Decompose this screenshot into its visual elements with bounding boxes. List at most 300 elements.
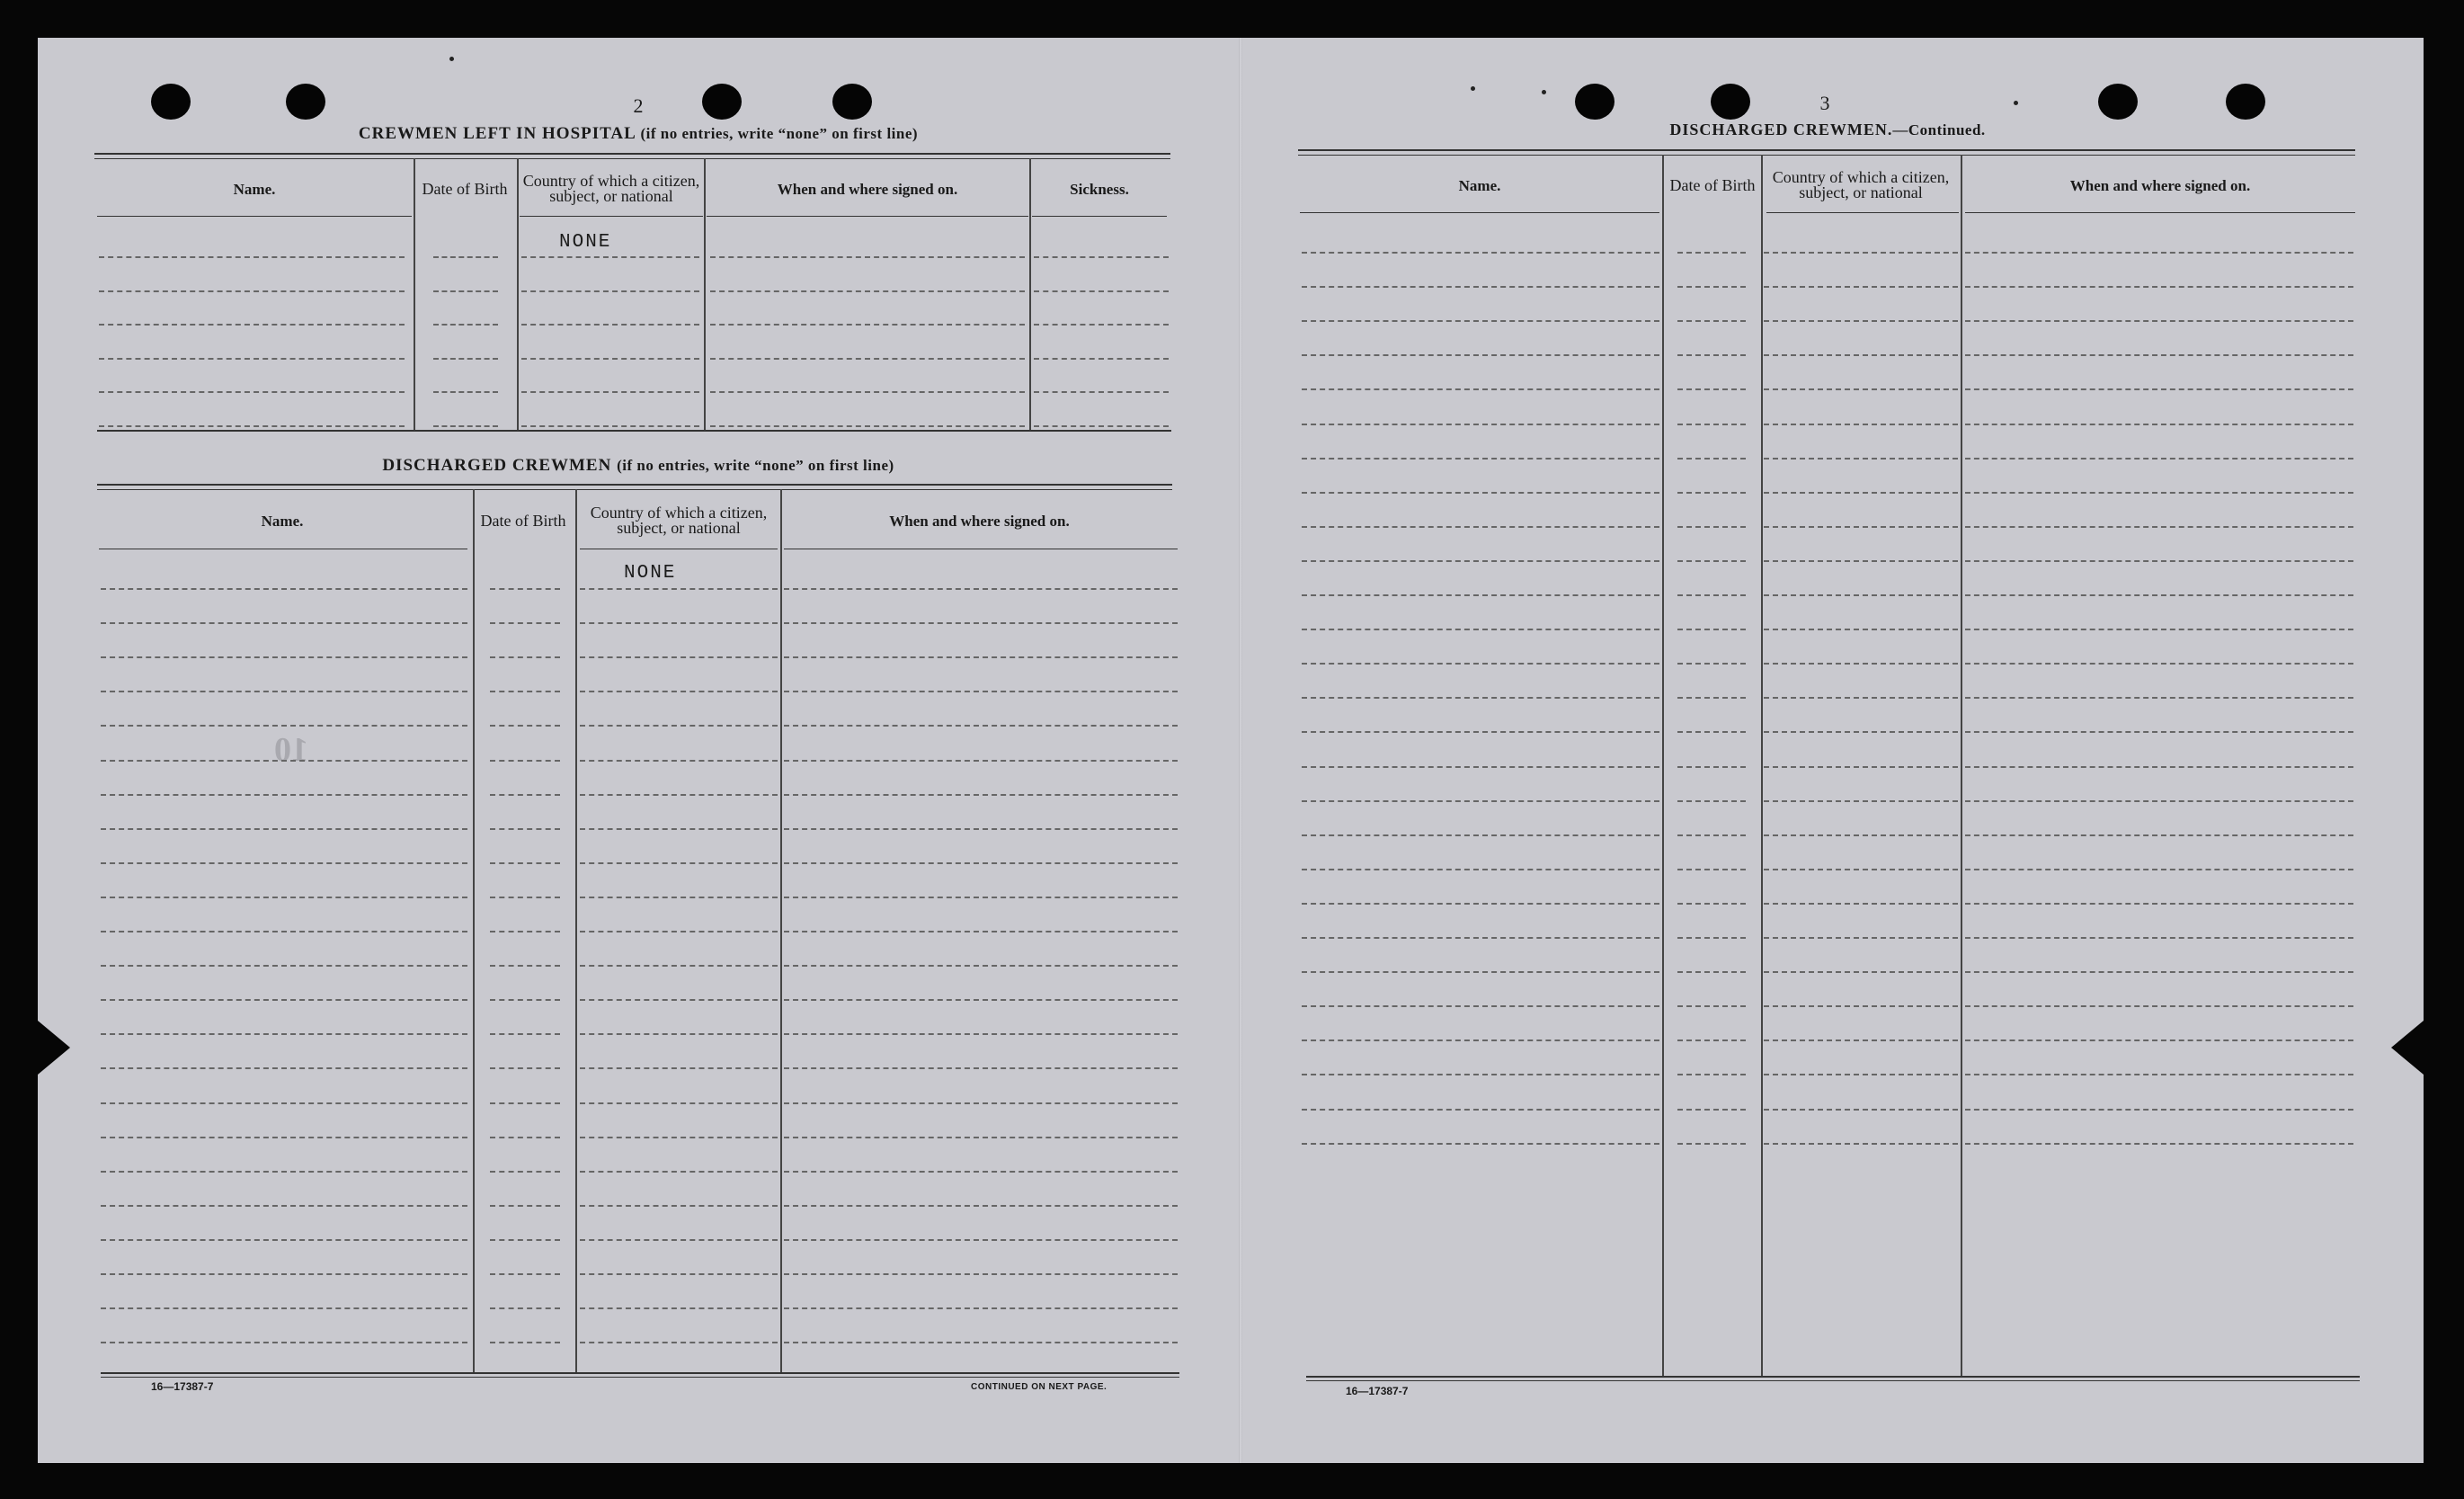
ruled-line: [784, 931, 1178, 932]
discharged-continued-title: [1302, 120, 2353, 139]
ruled-line: [99, 290, 405, 292]
ruled-line: [784, 828, 1178, 830]
ruled-line: [1965, 354, 2353, 356]
ruled-line: [1965, 1109, 2353, 1111]
ruled-line: [1764, 1074, 1958, 1075]
ruled-line: [1677, 594, 1746, 596]
ruled-line: [99, 256, 405, 258]
ruled-line: [1034, 324, 1169, 326]
ruled-line: [101, 965, 467, 967]
ruled-line: [1764, 1143, 1958, 1145]
ruled-line: [99, 324, 405, 326]
ruled-line: [784, 1171, 1178, 1173]
ruled-line: [1034, 290, 1169, 292]
ruled-line: [1302, 286, 1659, 288]
column-header-signed-on: When and where signed on.: [2069, 176, 2251, 194]
ruled-line: [101, 622, 467, 624]
ruled-line: [1302, 594, 1659, 596]
ruled-line: [710, 391, 1025, 393]
hospital-none-entry: NONE: [559, 232, 612, 253]
ruled-line: [1764, 388, 1958, 390]
ruled-line: [580, 1239, 778, 1241]
ruled-line: [1965, 424, 2353, 425]
discharged-continued-title-text: DISCHARGED CREWMEN.: [1669, 120, 1893, 138]
ruled-line: [1764, 1039, 1958, 1041]
ruled-line: [784, 622, 1178, 624]
ruled-line: [1965, 526, 2353, 528]
ruled-line: [1965, 388, 2353, 390]
ruled-line: [101, 1067, 467, 1069]
discharged-section-title: [99, 456, 1178, 476]
ruled-line: [490, 999, 560, 1001]
ruled-line: [580, 1137, 778, 1138]
ruled-line: [1677, 937, 1746, 939]
ruled-line: [1965, 1039, 2353, 1041]
column-divider: [1961, 155, 1962, 1378]
ruled-line: [521, 256, 699, 258]
ruled-line: [1965, 731, 2353, 733]
ruled-line: [1677, 492, 1746, 494]
header-bottom-rule: [1965, 212, 2355, 213]
ruled-line: [521, 358, 699, 360]
ruled-line: [784, 897, 1178, 898]
discharged-title-text: DISCHARGED CREWMEN: [382, 456, 612, 475]
speck: [1542, 90, 1546, 94]
ruled-line: [1764, 286, 1958, 288]
table-bottom-rule: [97, 430, 1171, 432]
ruled-line: [1764, 1005, 1958, 1007]
ruled-line: [1965, 252, 2353, 254]
ruled-line: [490, 588, 560, 590]
ruled-line: [1302, 354, 1659, 356]
ruled-line: [580, 862, 778, 864]
ruled-line: [490, 897, 560, 898]
ruled-line: [101, 760, 467, 762]
ruled-line: [490, 1067, 560, 1069]
ruled-line: [521, 324, 699, 326]
ruled-line: [784, 1342, 1178, 1343]
column-divider: [414, 158, 415, 430]
column-divider: [1029, 158, 1031, 430]
column-header-date-of-birth: Date of Birth: [422, 179, 508, 198]
ruled-line: [490, 1137, 560, 1138]
ruled-line: [580, 691, 778, 692]
ruled-line: [490, 1102, 560, 1104]
ruled-line: [784, 588, 1178, 590]
ruled-line: [784, 965, 1178, 967]
ruled-line: [580, 656, 778, 658]
ruled-line: [1677, 424, 1746, 425]
ruled-line: [101, 931, 467, 932]
column-header-country: Country of which a citizen, subject, or national: [1772, 168, 1950, 201]
ruled-line: [784, 691, 1178, 692]
ruled-line: [710, 425, 1025, 427]
ruled-line: [1302, 458, 1659, 460]
ruled-line: [101, 1307, 467, 1309]
table-top-rule: [1298, 149, 2355, 151]
ruled-line: [101, 828, 467, 830]
ruled-line: [1764, 492, 1958, 494]
ruled-line: [1764, 937, 1958, 939]
ruled-line: [1677, 731, 1746, 733]
ruled-line: [580, 897, 778, 898]
table-top-rule: [1298, 155, 2355, 156]
ruled-line: [1677, 286, 1746, 288]
form-code: 16—17387-7: [151, 1380, 214, 1393]
header-bottom-rule: [520, 216, 703, 217]
ruled-line: [1965, 1074, 2353, 1075]
ruled-line: [784, 656, 1178, 658]
ruled-line: [101, 1033, 467, 1035]
continued-suffix: —Continued.: [1892, 121, 1986, 138]
header-bottom-rule: [97, 216, 412, 217]
table-bottom-rule: [101, 1377, 1179, 1378]
ruled-line: [101, 1102, 467, 1104]
ruled-line: [1764, 458, 1958, 460]
ruled-line: [433, 324, 498, 326]
ruled-line: [1302, 560, 1659, 562]
ruled-line: [784, 1102, 1178, 1104]
header-bottom-rule: [1766, 212, 1959, 213]
ruled-line: [1302, 1005, 1659, 1007]
discharged-none-entry: NONE: [624, 563, 677, 584]
header-bottom-rule: [1032, 216, 1167, 217]
speck: [2014, 101, 2018, 105]
ruled-line: [99, 391, 405, 393]
ruled-line: [1764, 971, 1958, 973]
table-bottom-rule: [1306, 1380, 2360, 1381]
ruled-line: [1677, 388, 1746, 390]
ruled-line: [101, 1239, 467, 1241]
ruled-line: [433, 290, 498, 292]
ruled-line: [1677, 697, 1746, 699]
ruled-line: [1302, 663, 1659, 665]
ruled-line: [1034, 358, 1169, 360]
ruled-line: [580, 622, 778, 624]
ruled-line: [580, 828, 778, 830]
ruled-line: [1677, 971, 1746, 973]
ruled-line: [1965, 629, 2353, 630]
ruled-line: [490, 725, 560, 727]
ruled-line: [580, 1205, 778, 1207]
ruled-line: [580, 1102, 778, 1104]
ruled-line: [490, 1307, 560, 1309]
ruled-line: [710, 324, 1025, 326]
ruled-line: [580, 1273, 778, 1275]
ruled-line: [710, 256, 1025, 258]
discharged-instruction: (if no entries, write “none” on first line): [617, 457, 894, 474]
ruled-line: [1965, 492, 2353, 494]
ruled-line: [1302, 697, 1659, 699]
table-top-rule: [94, 153, 1170, 155]
ruled-line: [1965, 971, 2353, 973]
ruled-line: [580, 1307, 778, 1309]
ruled-line: [1302, 320, 1659, 322]
column-header-country: Country of which a citizen, subject, or national: [590, 504, 768, 537]
ruled-line: [1677, 560, 1746, 562]
ruled-line: [1034, 391, 1169, 393]
column-header-country: Country of which a citizen, subject, or national: [522, 172, 700, 205]
ruled-line: [1302, 1143, 1659, 1145]
column-header-name: Name.: [261, 512, 304, 530]
ruled-line: [1302, 1039, 1659, 1041]
punch-hole: [702, 84, 742, 120]
ruled-line: [101, 656, 467, 658]
ruled-line: [433, 391, 498, 393]
ruled-line: [1764, 594, 1958, 596]
column-header-signed-on: When and where signed on.: [777, 180, 958, 198]
speck: [1471, 86, 1475, 91]
ruled-line: [521, 391, 699, 393]
ruled-line: [490, 1239, 560, 1241]
ruled-line: [1764, 320, 1958, 322]
ruled-line: [1965, 834, 2353, 836]
ruled-line: [580, 1171, 778, 1173]
bleed-through-mark: 10: [274, 731, 308, 769]
ruled-line: [1677, 252, 1746, 254]
ruled-line: [490, 656, 560, 658]
right-edge-notch: [2391, 1021, 2424, 1075]
ruled-line: [1764, 697, 1958, 699]
ruled-line: [1764, 869, 1958, 870]
column-header-sickness: Sickness.: [1070, 180, 1129, 198]
ruled-line: [1302, 629, 1659, 630]
ruled-line: [101, 691, 467, 692]
ruled-line: [433, 358, 498, 360]
column-divider: [1662, 155, 1664, 1378]
ruled-line: [1965, 800, 2353, 802]
ruled-line: [1677, 1074, 1746, 1075]
ruled-line: [490, 622, 560, 624]
ruled-line: [580, 1342, 778, 1343]
ruled-line: [490, 965, 560, 967]
ruled-line: [101, 1342, 467, 1343]
ruled-line: [784, 1205, 1178, 1207]
ruled-line: [784, 1137, 1178, 1138]
ruled-line: [1677, 629, 1746, 630]
header-bottom-rule: [707, 216, 1028, 217]
ruled-line: [580, 1033, 778, 1035]
column-divider: [473, 489, 475, 1372]
page-number: 2: [633, 94, 644, 117]
ruled-line: [784, 999, 1178, 1001]
ruled-line: [784, 1307, 1178, 1309]
ruled-line: [784, 1273, 1178, 1275]
column-header-date-of-birth: Date of Birth: [480, 511, 566, 530]
ruled-line: [1677, 903, 1746, 905]
ruled-line: [101, 897, 467, 898]
ruled-line: [1302, 1074, 1659, 1075]
ruled-line: [1965, 594, 2353, 596]
column-divider: [575, 489, 577, 1372]
speck: [449, 57, 454, 61]
ruled-line: [1034, 425, 1169, 427]
ruled-line: [1302, 526, 1659, 528]
ruled-line: [1302, 424, 1659, 425]
ruled-line: [784, 1033, 1178, 1035]
ruled-line: [580, 794, 778, 796]
ruled-line: [1302, 1109, 1659, 1111]
ruled-line: [1677, 1109, 1746, 1111]
ruled-line: [1302, 869, 1659, 870]
ruled-line: [1764, 903, 1958, 905]
ruled-line: [521, 425, 699, 427]
ruled-line: [1677, 1143, 1746, 1145]
column-divider: [780, 489, 782, 1372]
page-number: 3: [1819, 92, 1830, 114]
ruled-line: [1764, 560, 1958, 562]
ruled-line: [433, 425, 498, 427]
ruled-line: [101, 1171, 467, 1173]
table-top-rule: [94, 158, 1170, 159]
ruled-line: [490, 1171, 560, 1173]
ruled-line: [1677, 1005, 1746, 1007]
ruled-line: [1965, 663, 2353, 665]
ruled-line: [580, 1067, 778, 1069]
ruled-line: [1764, 629, 1958, 630]
ruled-line: [710, 290, 1025, 292]
ruled-line: [1764, 526, 1958, 528]
column-divider: [517, 158, 519, 430]
column-header-signed-on: When and where signed on.: [889, 512, 1070, 530]
ruled-line: [1302, 252, 1659, 254]
column-divider: [704, 158, 706, 430]
ruled-line: [1677, 766, 1746, 768]
ruled-line: [1302, 834, 1659, 836]
ruled-line: [1965, 560, 2353, 562]
ruled-line: [101, 1273, 467, 1275]
ruled-line: [1965, 766, 2353, 768]
ruled-line: [1764, 766, 1958, 768]
ruled-line: [1302, 766, 1659, 768]
ruled-line: [490, 1033, 560, 1035]
punch-hole: [151, 84, 191, 120]
ruled-line: [580, 760, 778, 762]
ruled-line: [580, 931, 778, 932]
ruled-line: [490, 828, 560, 830]
punch-hole: [286, 84, 325, 120]
ruled-line: [1677, 354, 1746, 356]
ruled-line: [101, 588, 467, 590]
hospital-section-title: [99, 124, 1178, 144]
ruled-line: [433, 256, 498, 258]
table-bottom-rule: [1306, 1376, 2360, 1378]
ruled-line: [1965, 1005, 2353, 1007]
ruled-line: [1764, 731, 1958, 733]
ruled-line: [1302, 903, 1659, 905]
hospital-title-text: CREWMEN LEFT IN HOSPITAL: [358, 124, 636, 143]
ruled-line: [1965, 320, 2353, 322]
ruled-line: [490, 862, 560, 864]
column-divider: [1761, 155, 1763, 1378]
punch-hole: [1711, 84, 1750, 120]
ruled-line: [1302, 731, 1659, 733]
table-bottom-rule: [101, 1372, 1179, 1374]
ruled-line: [1677, 663, 1746, 665]
ruled-line: [710, 358, 1025, 360]
ruled-line: [101, 1205, 467, 1207]
column-header-date-of-birth: Date of Birth: [1669, 175, 1756, 194]
ruled-line: [1764, 1109, 1958, 1111]
ruled-line: [1764, 800, 1958, 802]
ruled-line: [1764, 663, 1958, 665]
ruled-line: [1965, 286, 2353, 288]
ruled-line: [1302, 937, 1659, 939]
ruled-line: [490, 1342, 560, 1343]
ruled-line: [1302, 388, 1659, 390]
ruled-line: [784, 794, 1178, 796]
ruled-line: [1965, 903, 2353, 905]
punch-hole: [1575, 84, 1614, 120]
hospital-instruction: (if no entries, write “none” on first line): [640, 125, 919, 142]
table-top-rule: [97, 489, 1172, 490]
ruled-line: [1677, 458, 1746, 460]
ruled-line: [1965, 937, 2353, 939]
ruled-line: [101, 725, 467, 727]
ruled-line: [490, 691, 560, 692]
ruled-line: [580, 725, 778, 727]
ruled-line: [490, 931, 560, 932]
form-code: 16—17387-7: [1346, 1385, 1409, 1397]
ruled-line: [784, 760, 1178, 762]
ruled-line: [1677, 526, 1746, 528]
ruled-line: [1764, 354, 1958, 356]
ruled-line: [101, 794, 467, 796]
continued-note: CONTINUED ON NEXT PAGE.: [971, 1382, 1107, 1392]
ruled-line: [1302, 492, 1659, 494]
left-edge-notch: [38, 1021, 70, 1075]
ruled-line: [784, 1239, 1178, 1241]
ruled-line: [580, 588, 778, 590]
ruled-line: [99, 425, 405, 427]
ruled-line: [490, 760, 560, 762]
punch-hole: [2098, 84, 2138, 120]
ruled-line: [101, 1137, 467, 1138]
ruled-line: [490, 794, 560, 796]
punch-hole: [832, 84, 872, 120]
ruled-line: [1677, 869, 1746, 870]
column-header-name: Name.: [233, 180, 276, 198]
ruled-line: [1965, 1143, 2353, 1145]
column-header-name: Name.: [1458, 176, 1501, 194]
header-bottom-rule: [1300, 212, 1659, 213]
ruled-line: [1764, 834, 1958, 836]
ruled-line: [1965, 458, 2353, 460]
ruled-line: [784, 862, 1178, 864]
ruled-line: [784, 725, 1178, 727]
ruled-line: [521, 290, 699, 292]
ruled-line: [490, 1205, 560, 1207]
ruled-line: [580, 965, 778, 967]
table-top-rule: [97, 484, 1172, 486]
ruled-line: [490, 1273, 560, 1275]
punch-hole: [2226, 84, 2265, 120]
ruled-line: [1965, 869, 2353, 870]
ruled-line: [1764, 252, 1958, 254]
ruled-line: [784, 1067, 1178, 1069]
ruled-line: [1034, 256, 1169, 258]
ruled-line: [1677, 800, 1746, 802]
ruled-line: [99, 358, 405, 360]
page-fold: [1239, 38, 1242, 1463]
ruled-line: [1677, 320, 1746, 322]
ruled-line: [1677, 834, 1746, 836]
ruled-line: [1302, 971, 1659, 973]
ruled-line: [1965, 697, 2353, 699]
ruled-line: [1764, 424, 1958, 425]
ruled-line: [1302, 800, 1659, 802]
ruled-line: [580, 999, 778, 1001]
